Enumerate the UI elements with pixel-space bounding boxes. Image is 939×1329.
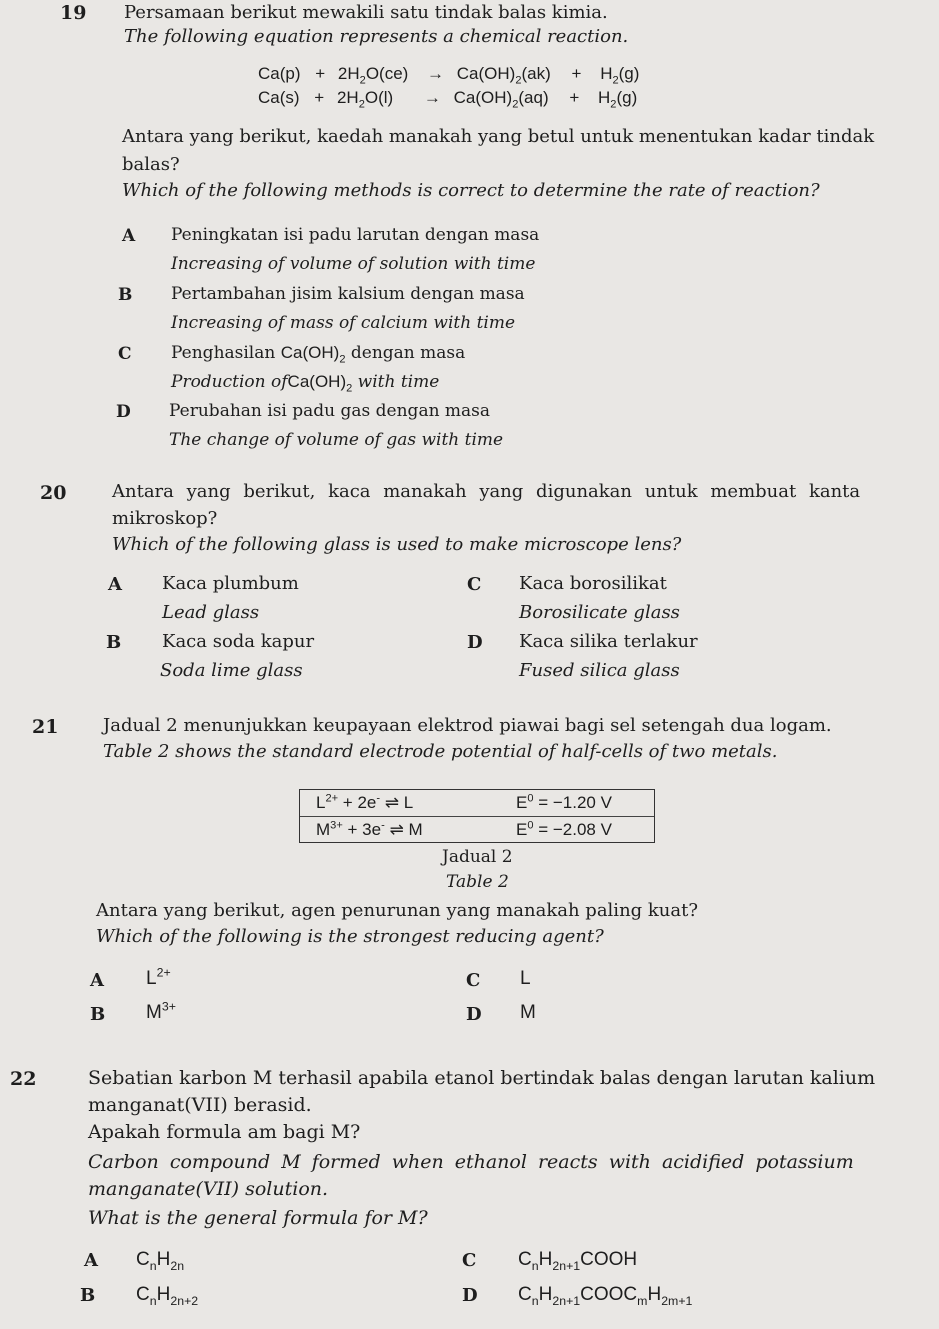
option-a-en: Lead glass: [162, 602, 260, 623]
option-b-en: Increasing of mass of calcium with time: [171, 313, 516, 333]
table-caption-en: Table 2: [446, 872, 509, 892]
option-letter: B: [106, 632, 122, 653]
question-en: Which of the following glass is used to make microscope lens?: [112, 534, 682, 555]
option-b-ms: Pertambahan jisim kalsium dengan masa: [171, 284, 525, 304]
option-c-text: L: [520, 968, 531, 989]
option-c-en: Production $ofCa(OH)_2$ with time: [171, 372, 440, 395]
half-equation: $L^{2+} + 2e^-$ ⇌ L: [316, 792, 414, 812]
stem-ms: Persamaan berikut mewakili satu tindak balas kimia.: [124, 2, 608, 23]
table-row: [300, 816, 654, 843]
stem-ms: Jadual 2 menunjukkan keupayaan elektrod piawai bagi sel setengah dua logam.: [103, 715, 832, 736]
question-en: What is the general formula for M?: [88, 1207, 428, 1229]
option-letter: C: [467, 574, 482, 595]
question-number: 19: [60, 2, 87, 24]
stem-en: Table 2 shows the standard electrode potential of half-cells of two metals.: [103, 741, 778, 762]
option-letter: C: [466, 970, 481, 991]
option-d-formula: $C_nH_{2n+1}COOC_mH_{2m+1}$: [518, 1284, 693, 1308]
option-b-ms: Kaca soda kapur: [162, 631, 315, 652]
option-d-ms: Perubahan isi padu gas dengan masa: [169, 401, 491, 421]
option-letter: C: [462, 1250, 477, 1271]
option-d-ms: Kaca silika terlakur: [519, 631, 698, 652]
question-ms-line1: Antara yang berikut, kaedah manakah yang betul untuk menentukan kadar tindak: [122, 126, 875, 147]
equation-ms: $Ca(p) + 2H_2O(ce) \to Ca(OH)_2(ak) + H_2(g)$: [258, 64, 640, 87]
option-a-text: $L^{2+}$: [146, 965, 171, 989]
option-c-ms: Penghasilan $Ca(OH)_2$ dengan masa: [171, 343, 466, 366]
stem-en-line1: Carbon compound M formed when ethanol reacts with acidified potassium: [88, 1151, 854, 1173]
table-caption-ms: Jadual 2: [442, 847, 513, 867]
stem-en-line2: manganate(VII) solution.: [88, 1178, 329, 1200]
option-letter: A: [84, 1250, 98, 1271]
option-letter: B: [118, 285, 133, 305]
electrode-potential-table: [299, 789, 655, 843]
question-ms-line1: Antara yang berikut, kaca manakah yang digunakan untuk membuat kanta: [112, 481, 861, 502]
option-letter: D: [462, 1285, 478, 1306]
option-a-en: Increasing of volume of solution with time: [171, 254, 536, 274]
stem-ms-line1: Sebatian karbon M terhasil apabila etanol bertindak balas dengan larutan kalium: [88, 1067, 876, 1089]
option-c-formula: $C_nH_{2n+1}COOH$: [518, 1249, 638, 1273]
question-number: 21: [32, 716, 59, 738]
option-letter: A: [122, 226, 136, 246]
option-letter: C: [118, 344, 132, 364]
question-en: Which of the following methods is correct to determine the rate of reaction?: [122, 180, 820, 201]
stem-ms-line2: manganat(VII) berasid.: [88, 1094, 312, 1116]
question-ms-line2: balas?: [122, 154, 180, 175]
option-letter: D: [467, 632, 483, 653]
option-letter: D: [466, 1004, 482, 1025]
option-b-en: Soda lime glass: [160, 660, 303, 681]
question-ms: Apakah formula am bagi M?: [88, 1121, 361, 1143]
option-letter: D: [116, 402, 131, 422]
electrode-potential: $E^0 = -2.08$ V: [516, 819, 612, 839]
option-c-ms: Kaca borosilikat: [519, 573, 667, 594]
option-b-text: $M^{3+}$: [146, 999, 176, 1023]
option-letter: B: [80, 1285, 96, 1306]
option-letter: A: [90, 970, 104, 991]
table-row: [300, 790, 654, 816]
option-letter: A: [108, 574, 122, 595]
question-number: 20: [40, 482, 67, 504]
option-letter: B: [90, 1004, 106, 1025]
option-d-text: M: [520, 1002, 536, 1023]
option-b-formula: $C_nH_{2n+2}$: [136, 1284, 199, 1308]
option-a-ms: Peningkatan isi padu larutan dengan masa: [171, 225, 540, 245]
option-d-en: Fused silica glass: [519, 660, 680, 681]
stem-en: The following equation represents a chemical reaction.: [124, 26, 629, 47]
equation-en: $Ca(s) + 2H_2O(l) \to Ca(OH)_2(aq) + H_2(g)$: [258, 88, 638, 111]
question-ms: Antara yang berikut, agen penurunan yang manakah paling kuat?: [96, 900, 699, 921]
option-d-en: The change of volume of gas with time: [169, 430, 504, 450]
half-equation: $M^{3+} + 3e^-$ ⇌ M: [316, 819, 423, 839]
option-c-en: Borosilicate glass: [519, 602, 680, 623]
question-en: Which of the following is the strongest reducing agent?: [96, 926, 604, 947]
electrode-potential: $E^0 = -1.20$ V: [516, 792, 612, 812]
option-a-ms: Kaca plumbum: [162, 573, 299, 594]
question-number: 22: [10, 1068, 37, 1090]
option-a-formula: $C_nH_{2n}$: [136, 1249, 185, 1273]
question-ms-line2: mikroskop?: [112, 508, 218, 529]
